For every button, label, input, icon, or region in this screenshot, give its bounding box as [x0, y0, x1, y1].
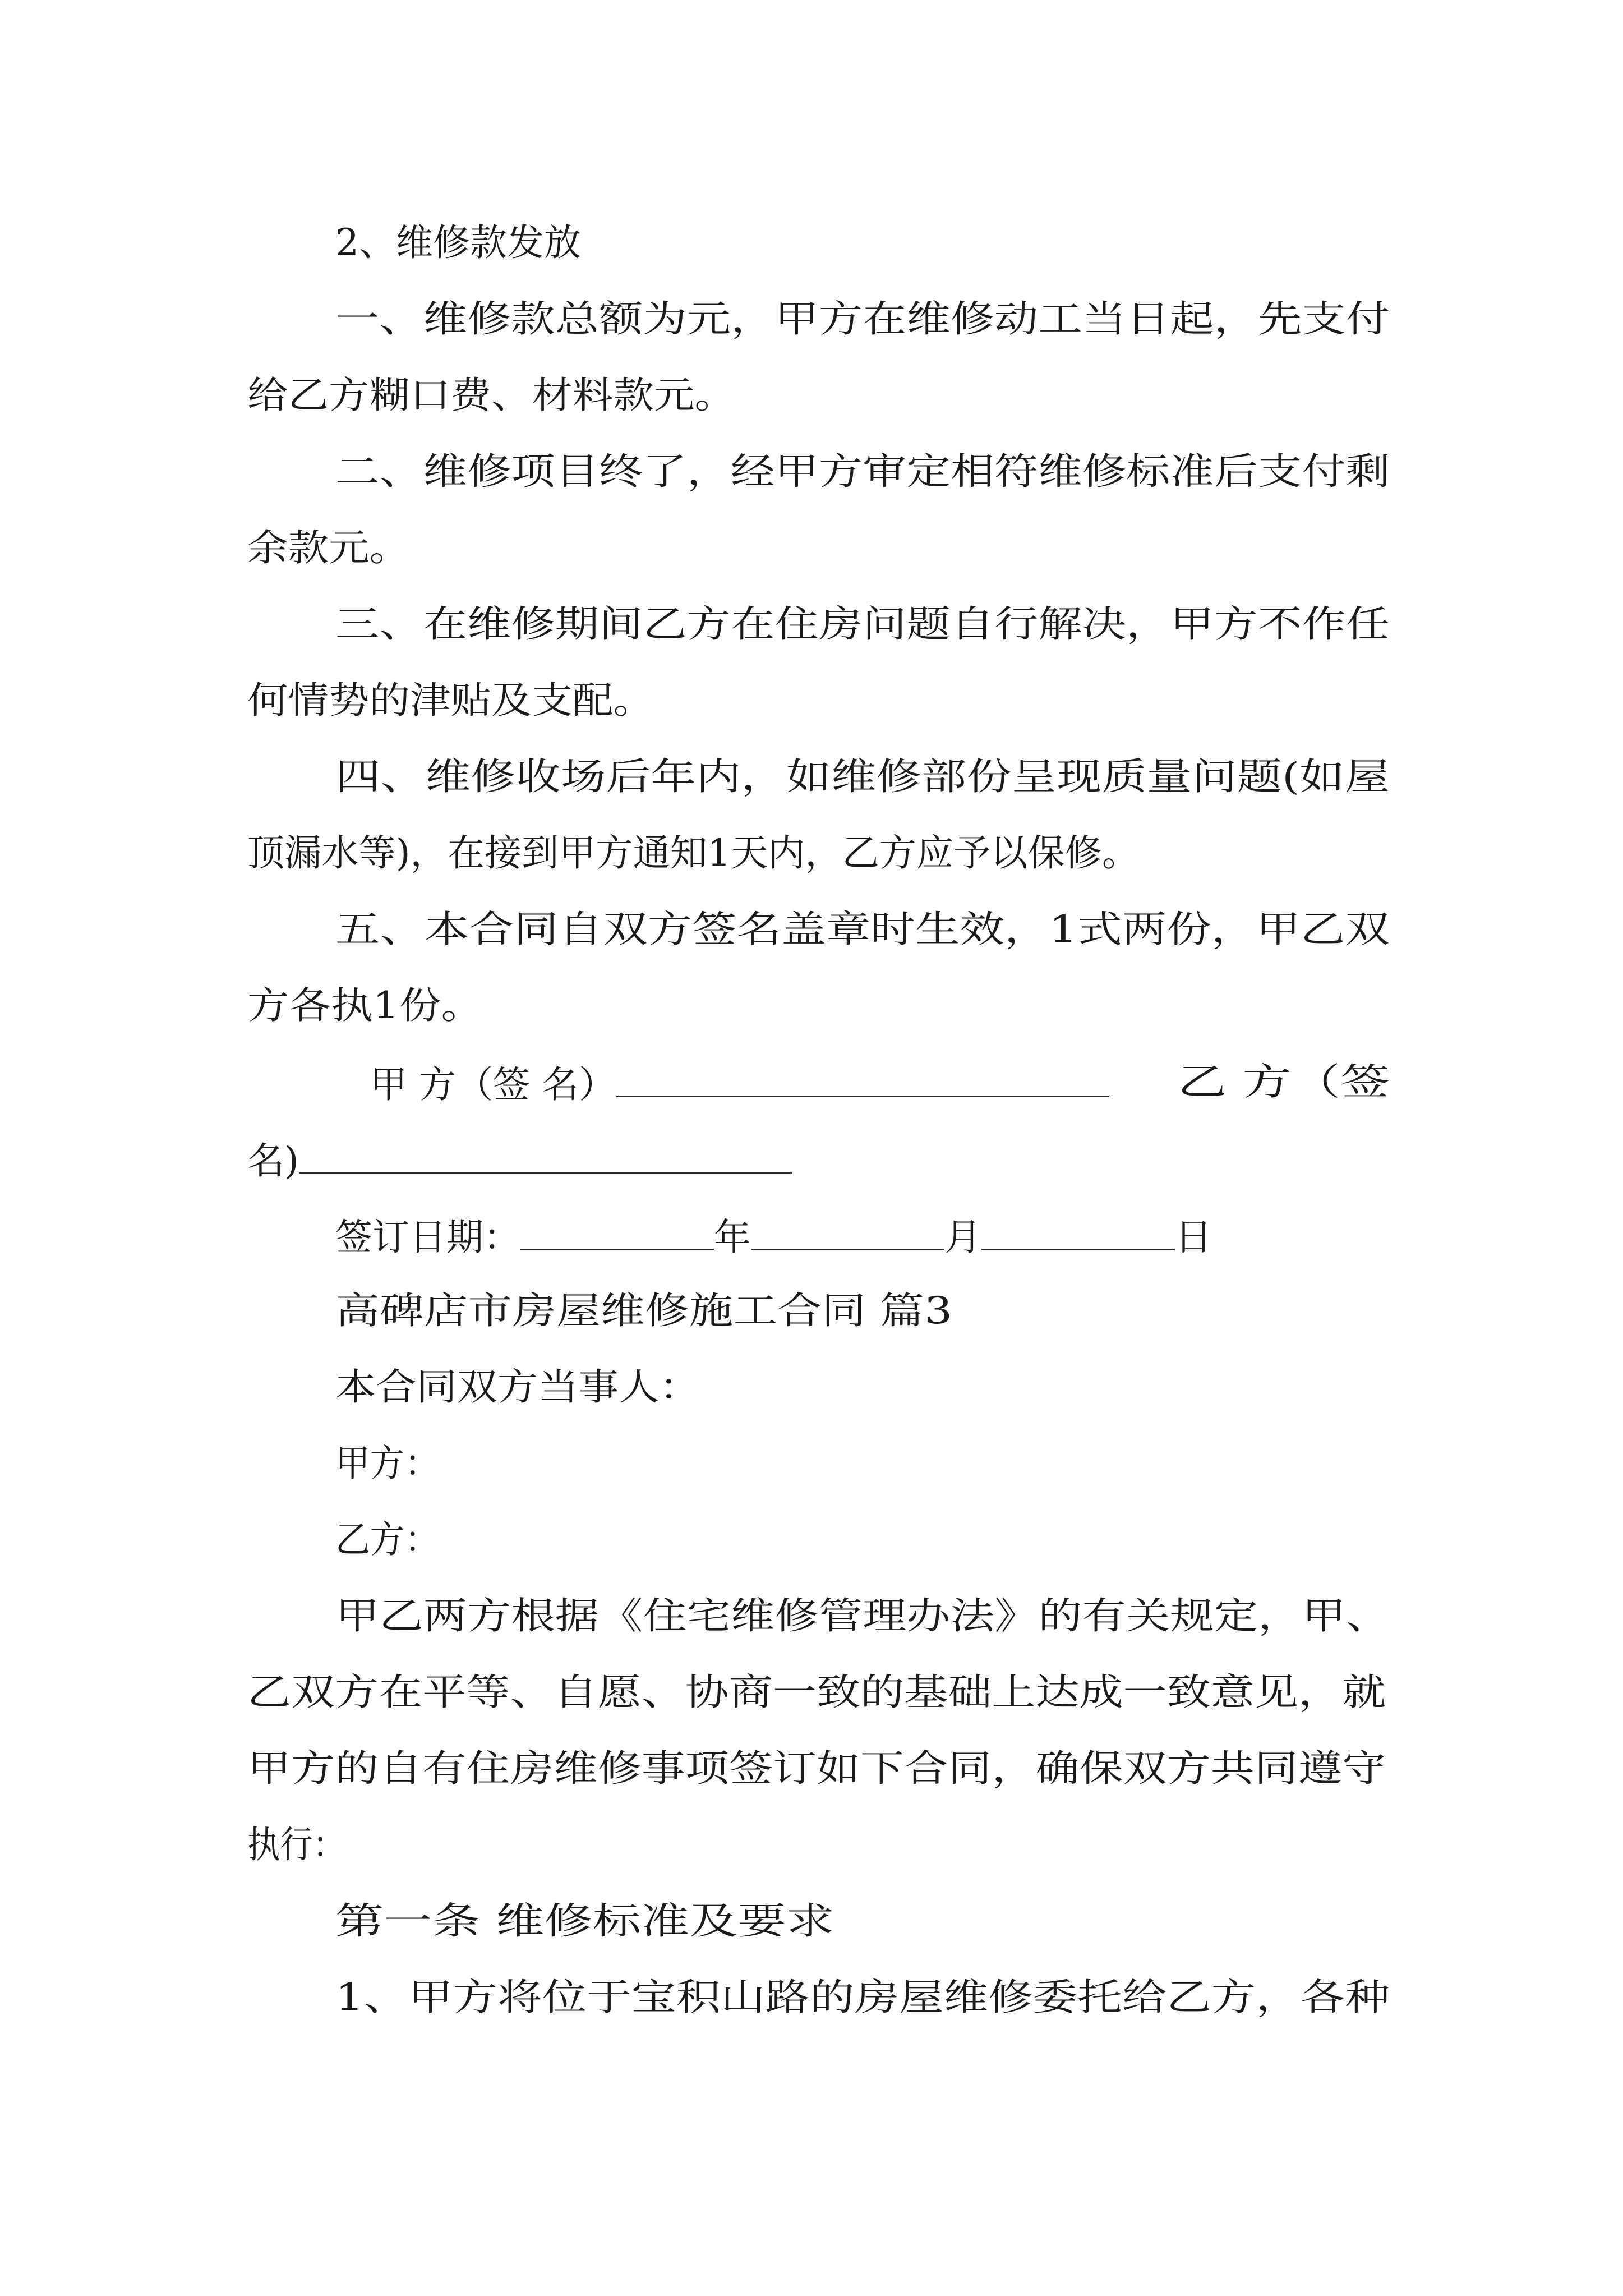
day-label: 日	[1175, 1216, 1212, 1259]
party-b-signature-label-cont: 名)	[247, 1139, 299, 1182]
clause-line: 五、本合同自双方签名盖章时生效，1式两份，甲乙双	[335, 908, 1390, 951]
clause-line: 余款元。	[247, 526, 411, 569]
preamble-line: 乙双方在平等、自愿、协商一致的基础上达成一致意见，就	[247, 1671, 1386, 1714]
article-heading: 第一条 维修标准及要求	[335, 1899, 834, 1943]
party-b-line: 乙方：	[335, 1518, 439, 1561]
year-label: 年	[714, 1216, 751, 1259]
clause-line: 二、维修项目终了，经甲方审定相符维修标准后支付剩	[335, 450, 1390, 493]
clause-line: 四、维修收场后年内，如维修部份呈现质量问题(如屋	[335, 755, 1390, 798]
party-b-signature-line	[247, 1140, 792, 1180]
contract-title: 高碑店市房屋维修施工合同 篇3	[335, 1289, 953, 1332]
month-blank	[751, 1216, 944, 1250]
year-blank	[520, 1216, 714, 1250]
party-a-signature-blank	[616, 1064, 1109, 1097]
signature-line	[370, 1063, 1109, 1106]
month-label: 月	[944, 1216, 981, 1259]
clause-line: 顶漏水等)，在接到甲方通知1天内，乙方应予以保修。	[247, 831, 1140, 875]
clause-line: 方各执1份。	[247, 984, 483, 1027]
parties-heading: 本合同双方当事人：	[335, 1365, 700, 1409]
clause-line: 给乙方糊口费、材料款元。	[247, 374, 736, 417]
clause-line: 三、在维修期间乙方在住房问题自行解决，甲方不作任	[335, 602, 1390, 646]
day-blank	[981, 1216, 1175, 1250]
party-a-line: 甲方：	[335, 1442, 439, 1485]
clause-line: 何情势的津贴及支配。	[247, 679, 654, 722]
clause-line: 一、维修款总额为元，甲方在维修动工当日起，先支付	[335, 297, 1390, 341]
signing-date-line	[335, 1216, 1212, 1259]
party-a-signature-label: 甲 方（签 名）	[370, 1063, 616, 1106]
section-heading: 2、维修款发放	[335, 221, 581, 264]
article-line: 1、甲方将位于宝积山路的房屋维修委托给乙方，各种	[335, 1976, 1390, 2019]
preamble-line: 甲乙两方根据《住宅维修管理办法》的有关规定，甲、	[335, 1594, 1390, 1637]
party-b-signature-label: 乙 方（签	[1178, 1060, 1390, 1103]
signing-date-label: 签订日期：	[335, 1216, 520, 1259]
preamble-line: 甲方的自有住房维修事项签订如下合同，确保双方共同遵守	[247, 1747, 1386, 1790]
party-b-signature-blank	[299, 1140, 792, 1174]
preamble-line: 执行：	[247, 1823, 345, 1866]
